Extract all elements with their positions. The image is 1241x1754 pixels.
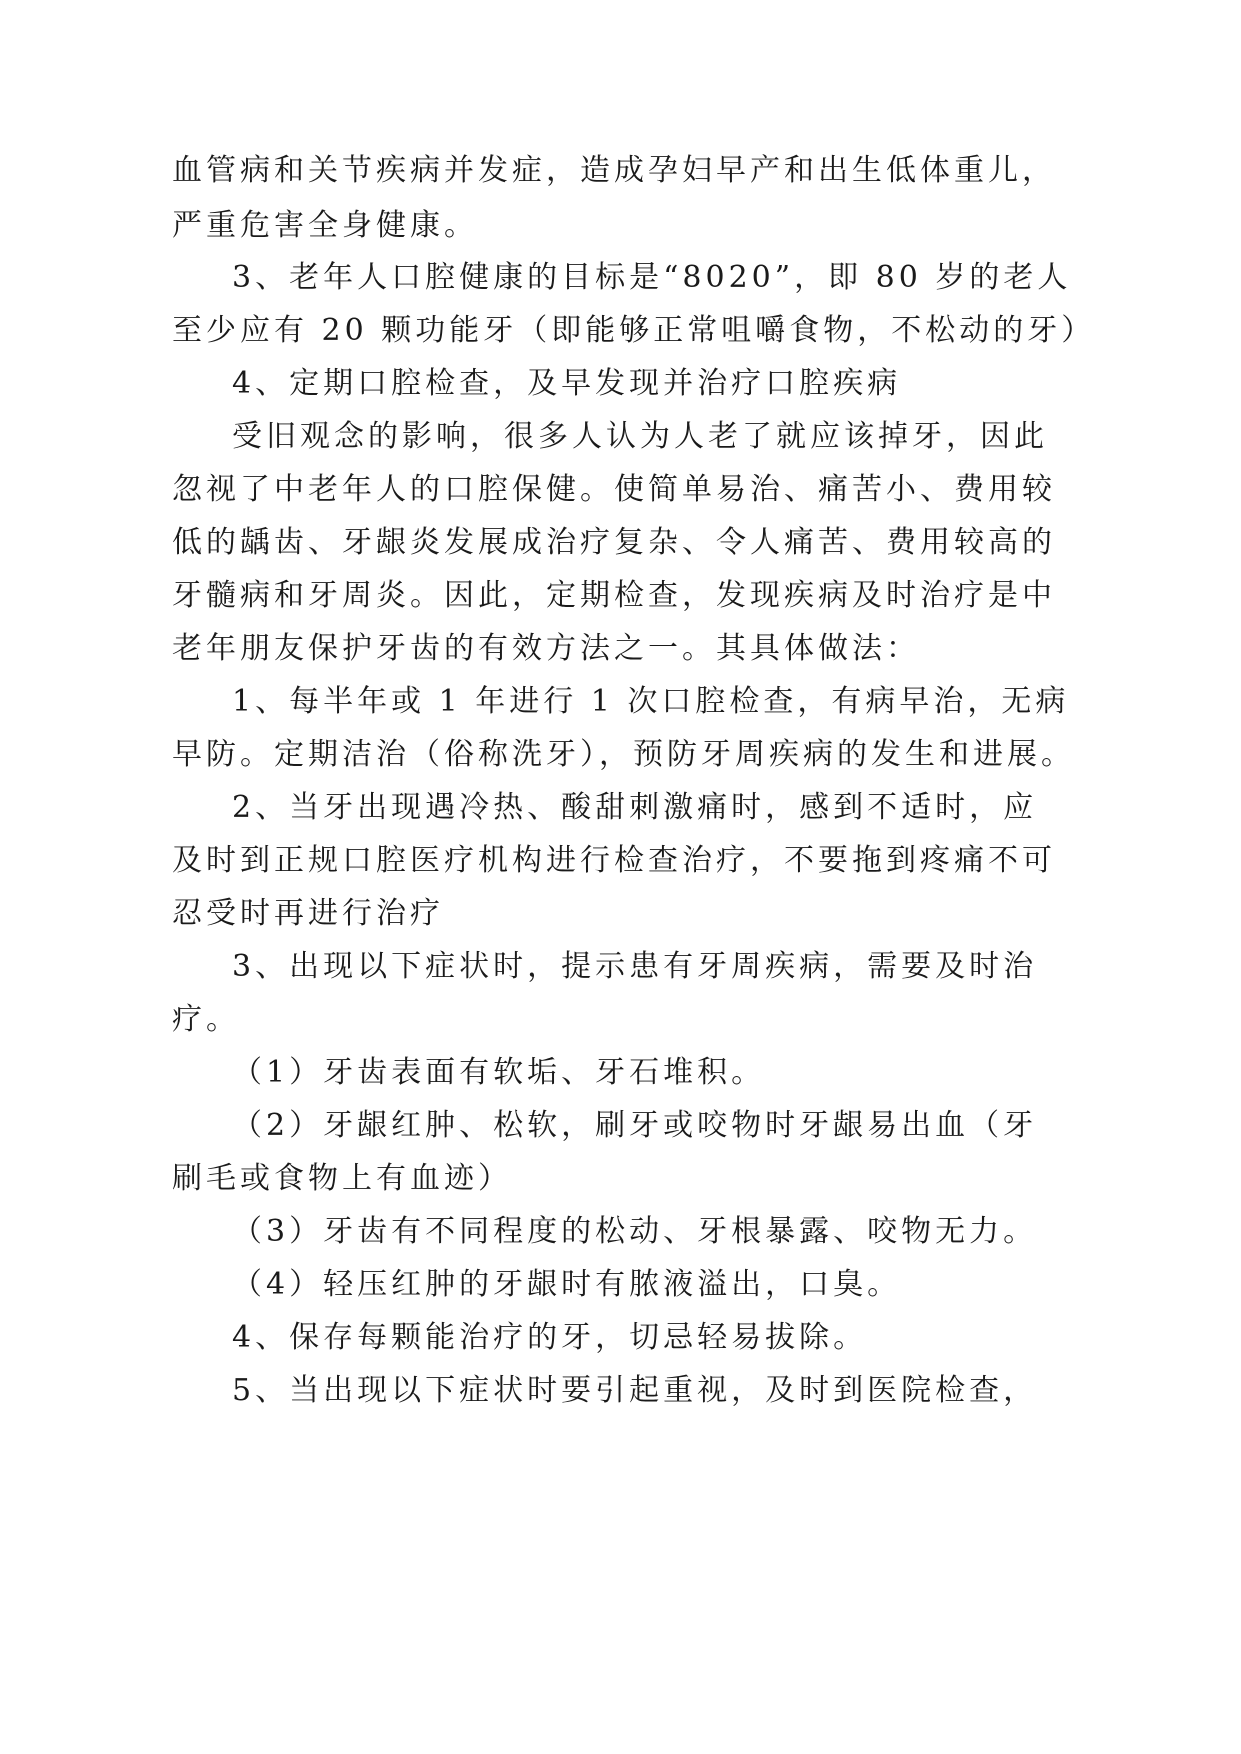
text-line-4: 至少应有 20 颗功能牙（即能够正常咀嚼食物，不松动的牙）: [172, 313, 1096, 348]
text-line-16: 3、出现以下症状时，提示患有牙周疾病，需要及时治: [232, 949, 1038, 984]
text-line-18: （1）牙齿表面有软垢、牙石堆积。: [232, 1055, 766, 1090]
text-line-19: （2）牙龈红肿、松软，刷牙或咬物时牙龈易出血（牙: [232, 1108, 1038, 1143]
text-line-17: 疗。: [172, 1002, 240, 1037]
text-line-13: 2、当牙出现遇冷热、酸甜刺激痛时，感到不适时，应: [232, 790, 1038, 825]
text-line-7: 忽视了中老年人的口腔保健。使简单易治、痛苦小、费用较: [172, 472, 1056, 507]
text-line-22: （4）轻压红肿的牙龈时有脓液溢出，口臭。: [232, 1267, 902, 1302]
text-line-6: 受旧观念的影响，很多人认为人老了就应该掉牙，因此: [232, 419, 1048, 454]
text-line-21: （3）牙齿有不同程度的松动、牙根暴露、咬物无力。: [232, 1214, 1038, 1249]
text-line-8: 低的龋齿、牙龈炎发展成治疗复杂、令人痛苦、费用较高的: [172, 525, 1056, 560]
text-line-10: 老年朋友保护牙齿的有效方法之一。其具体做法：: [172, 631, 920, 666]
text-line-11: 1、每半年或 1 年进行 1 次口腔检查，有病早治，无病: [232, 684, 1070, 719]
text-line-24: 5、当出现以下症状时要引起重视，及时到医院检查，: [232, 1373, 1038, 1408]
text-line-1: 血管病和关节疾病并发症，造成孕妇早产和出生低体重儿，: [172, 153, 1056, 188]
text-line-3: 3、老年人口腔健康的目标是“8020”，即 80 岁的老人: [232, 260, 1072, 295]
text-line-20: 刷毛或食物上有血迹）: [172, 1161, 512, 1196]
text-line-2: 严重危害全身健康。: [172, 208, 478, 243]
text-line-14: 及时到正规口腔医疗机构进行检查治疗，不要拖到疼痛不可: [172, 843, 1056, 878]
text-line-23: 4、保存每颗能治疗的牙，切忌轻易拔除。: [232, 1320, 868, 1355]
text-line-9: 牙髓病和牙周炎。因此，定期检查，发现疾病及时治疗是中: [172, 578, 1056, 613]
text-line-5: 4、定期口腔检查，及早发现并治疗口腔疾病: [232, 366, 902, 401]
text-line-15: 忍受时再进行治疗: [172, 896, 444, 931]
text-line-12: 早防。定期洁治（俗称洗牙），预防牙周疾病的发生和进展。: [172, 737, 1075, 772]
